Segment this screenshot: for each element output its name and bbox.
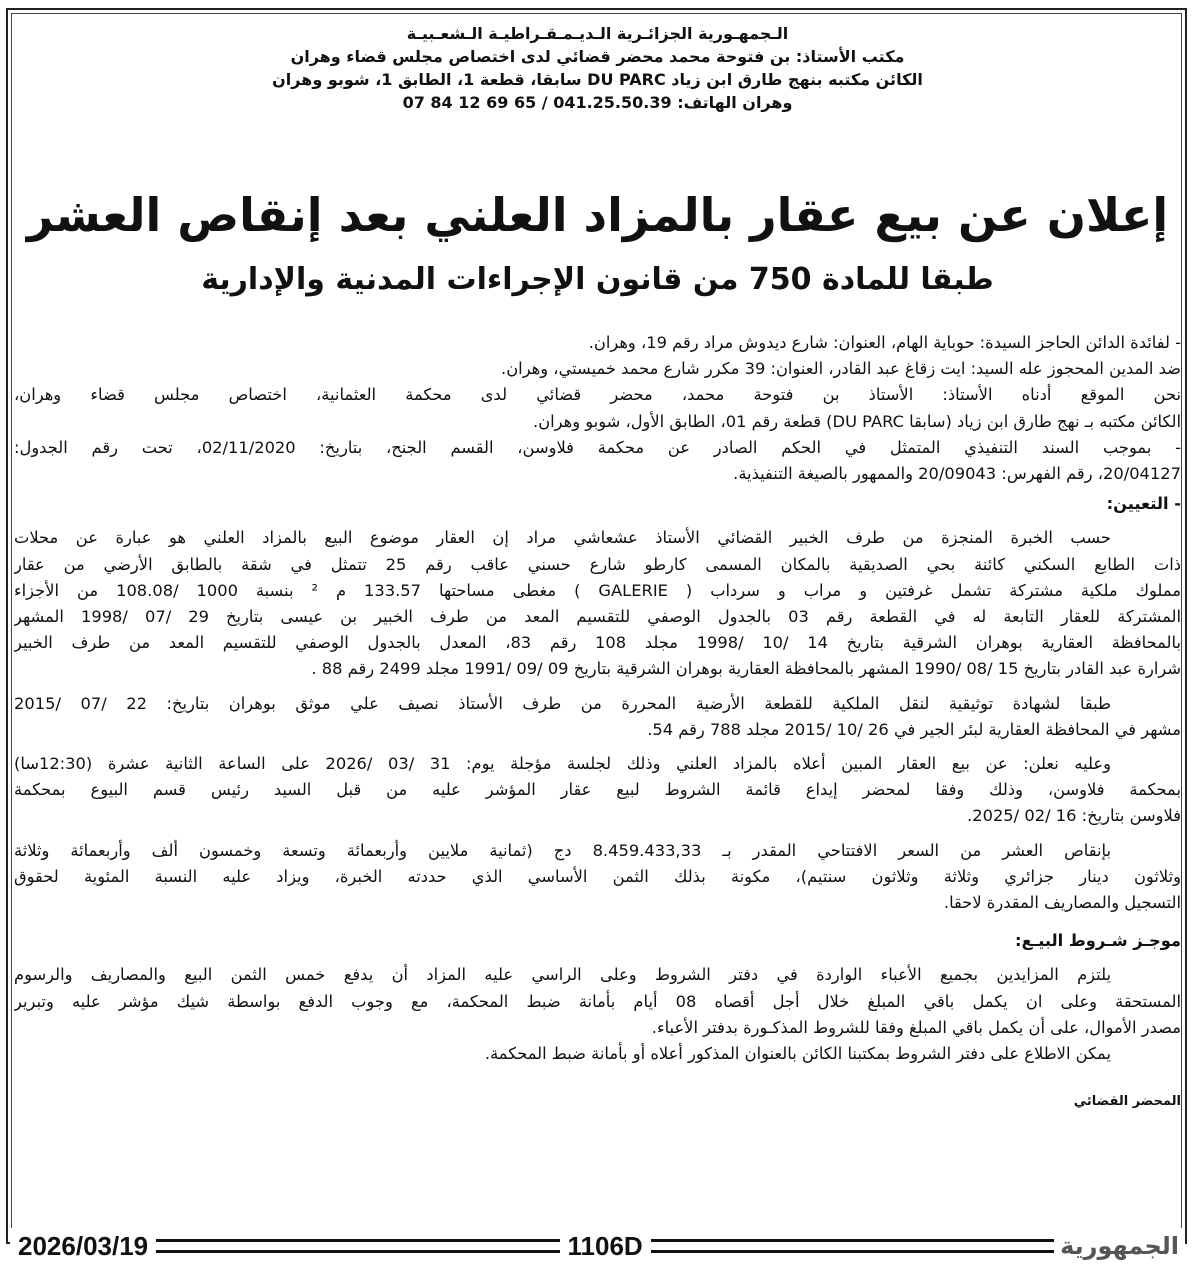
text-line: وعليه نعلن: عن بيع العقار المبين أعلاه بالمزاد العلني وذلك لجلسة مؤجلة يوم: 31 /03 /2026 على الساعة الثانية عشرة (12:30سا) xyxy=(14,754,1111,774)
text-line: 20/04127، رقم الفهرس: 20/09043 والممهور بالصيغة التنفيذية. xyxy=(733,464,1181,484)
text-line: طبقا لشهادة توثيقية لنقل الملكية للقطعة الأرضية المحررة من طرف الأستاذ نصيف علي موثق بوهران بتاريخ: 22 /07 /2015 xyxy=(14,693,1111,713)
footer-rule xyxy=(651,1239,1054,1253)
paragraph xyxy=(14,962,1181,1041)
footer-code: 1106D xyxy=(560,1231,651,1262)
text-line: يلتزم المزايدين بجميع الأعباء الواردة في دفتر الشروط وعلى الراسي عليه المزاد أن يدفع خمس الثمن البيع والمصاريف والرسوم xyxy=(14,965,1111,985)
newspaper-logo: الجمهورية xyxy=(1060,1232,1180,1260)
office-header xyxy=(0,22,1195,114)
text-line: - بموجب السند التنفيذي المتمثل في الحكم الصادر عن محكمة فلاوسن، القسم الجنح، بتاريخ: 02/11/2020، تحت رقم الجدول: xyxy=(14,437,1181,457)
conditions-heading: موجـز شـروط البيـع: xyxy=(1015,931,1181,951)
text-line: - لفائدة الدائن الحاجز السيدة: حوباية الهام، العنوان: شارع ديدوش مراد رقم 19، وهران. xyxy=(588,333,1181,352)
notice-title: إعلان عن بيع عقار بالمزاد العلني بعد إنقاص العشر xyxy=(26,188,1169,242)
text-line: بإنقاص العشر من السعر الافتتاحي المقدر بـ 8.459.433,33 دج (ثمانية ملايين وأربعمائة وتسعة وخمسون ألف وأربعمائة وثلاثة xyxy=(14,840,1111,860)
header-line: الكائن مكتبه بنهج طارق ابن زياد DU PARC سابقا، قطعة 1، الطابق 1، شوبو وهران xyxy=(272,70,923,89)
header-line: الـجمهـورية الجزائـرية الـديـمـقـراطيـة الـشعـبيـة xyxy=(406,24,789,43)
text-line: التسجيل والمصاريف المقدرة لاحقا. xyxy=(943,893,1181,913)
paragraph xyxy=(14,691,1181,743)
text-line: المشتركة للعقار التابعة له في القطعة رقم 03 بالجدول الوصفي للتقسيم المعد من طرف الخبير بن عيسى بتاريخ 29 /07 /1998 المشهر xyxy=(14,607,1181,627)
paragraph xyxy=(14,435,1181,487)
text-line: مملوك ملكية مشتركة تشمل غرفتين و مراب و سرداب ( GALERIE ) مغطى مساحتها 133.57 م ² بنسبة 1000 /108.08 من الأجزاء xyxy=(14,580,1181,600)
text-line: شرارة عبد القادر بتاريخ 15 /08 /1990 المشهر بالمحافظة العقارية بوهران الشرقية بتاريخ 09 /09 /1991 مجلد 2499 رقم 88 . xyxy=(311,659,1181,679)
paragraph xyxy=(14,525,1181,682)
text-line: مصدر الأموال، على أن يكمل باقي المبلغ وفقا للشروط المذكـورة بدفتر الأعباء. xyxy=(651,1017,1181,1037)
text-line: بالمحافظة العقارية بوهران الشرقية بتاريخ 14 /10 /1998 مجلد 108 رقم 83، المعدل بالجدول الوصفي للتقسيم المعد من طرف الخبير xyxy=(14,633,1181,653)
paragraph xyxy=(14,356,1181,382)
footer-rule xyxy=(156,1239,559,1253)
footer-date: 2026/03/19 xyxy=(10,1231,156,1262)
designation-heading: - التعيين: xyxy=(1106,494,1181,514)
text-line: الكائن مكتبه بـ نهج طارق ابن زياد (سابقا DU PARC) قطعة رقم 01، الطابق الأول، شوبو وهران. xyxy=(533,411,1181,431)
notice-body xyxy=(14,330,1181,1115)
text-line: حسب الخبرة المنجزة من طرف الخبير القضائي الأستاذ عشعاشي مراد إن العقار موضوع البيع بالمزاد العلني هو عبارة عن محلات xyxy=(14,528,1111,548)
text-line: فلاوسن بتاريخ: 16 /02 /2025. xyxy=(967,806,1181,826)
text-line: وثلاثون دينار جزائري وثلاثة وثلاثون سنتيم)، مكونة بذلك الثمن الأساسي الذي حددته الخبرة، ويزاد عليه النسبة المئوية لحقوق xyxy=(14,866,1181,886)
text-line: بمحكمة فلاوسن، وذلك وفقا لمحضر إيداع قائمة الشروط لبيع عقار المؤشر عليه من قبل السيد رئيس قسم البيوع بمحكمة xyxy=(14,780,1181,800)
paragraph xyxy=(14,751,1181,830)
paragraph xyxy=(14,838,1181,917)
header-line: وهران الهاتف: 041.25.50.39 / 65 69 12 84 07 xyxy=(402,93,793,112)
paragraph xyxy=(14,382,1181,434)
text-line: يمكن الاطلاع على دفتر الشروط بمكتبنا الكائن بالعنوان المذكور أعلاه أو بأمانة ضبط المحكمة. xyxy=(484,1044,1111,1064)
signature: المحضر القضائي xyxy=(1073,1094,1181,1110)
notice-subtitle: طبقا للمادة 750 من قانون الإجراءات المدنية والإدارية xyxy=(201,262,994,297)
text-line: ضد المدين المحجوز عله السيد: ايت زقاغ عبد القادر، العنوان: 39 مكرر شارع محمد خميستي، وهران. xyxy=(501,359,1181,379)
header-line: مكتب الأستاذ: بن فتوحة محمد محضر قضائي لدى اختصاص مجلس قضاء وهران xyxy=(290,47,905,66)
paragraph xyxy=(14,330,1181,356)
text-line: مشهر في المحافظة العقارية لبئر الجير في 26 /10 /2015 مجلد 788 رقم 54. xyxy=(647,719,1181,739)
text-line: نحن الموقع أدناه الأستاذ: الأستاذ بن فتوحة محمد، محضر قضائي لدى محكمة العثمانية، اختصاص مجلس قضاء وهران، xyxy=(14,385,1181,405)
text-line: ذات الطابع السكني كائنة بحي الصديقية بالمكان المسمى كارطو شارع حسني عاقب رقم 25 تتمثل في شقة بالطابق الأرضي من عقار xyxy=(14,554,1181,574)
text-line: المستحقة وعلى ان يكمل باقي المبلغ خلال أجل أقصاه 08 أيام بأمانة ضبط المحكمة، مع وجوب الدفع بواسطة شيك مؤشر عليه وتبرير xyxy=(14,991,1181,1011)
paragraph xyxy=(14,1041,1181,1067)
page-footer xyxy=(10,1228,1185,1264)
